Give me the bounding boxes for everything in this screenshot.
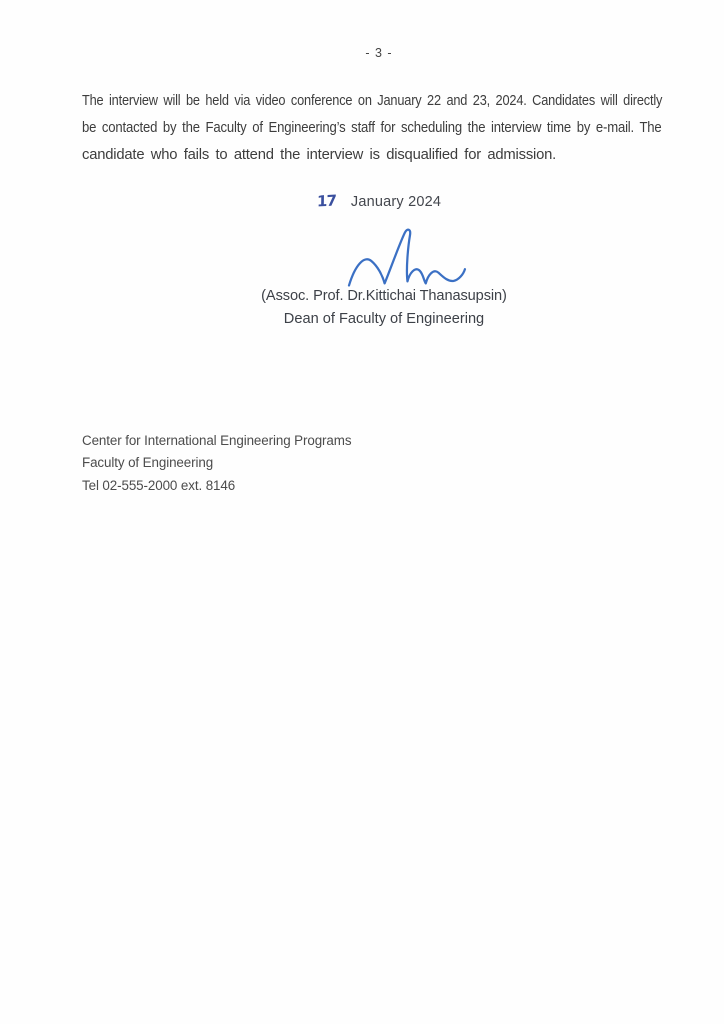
contact-line-faculty: Faculty of Engineering (82, 455, 214, 471)
date-text: January 2024 (350, 194, 442, 210)
body-paragraph (82, 88, 662, 169)
handwritten-day-ink: 17 (316, 191, 337, 211)
contact-block (82, 430, 351, 497)
paragraph-line: candidate who fails to attend the interview is disqualified for admission. (82, 147, 557, 163)
signatory-title: Dean of Faculty of Engineering (283, 311, 485, 327)
contact-line-phone: Tel 02-555-2000 ext. 8146 (82, 477, 236, 493)
signature-ink (349, 227, 469, 291)
contact-line-department: Center for International Engineering Programs (82, 433, 352, 448)
date-line (317, 192, 441, 210)
paragraph-line: The interview will be held via video conference on January 22 and 23, 2024. Candidates will directly (82, 93, 663, 109)
signatory-name: (Assoc. Prof. Dr.Kittichai Thanasupsin) (261, 288, 507, 304)
page-number: - 3 - (365, 46, 393, 60)
paragraph-line: be contacted by the Faculty of Engineering’s staff for scheduling the interview time by e-mail. The (82, 120, 662, 136)
